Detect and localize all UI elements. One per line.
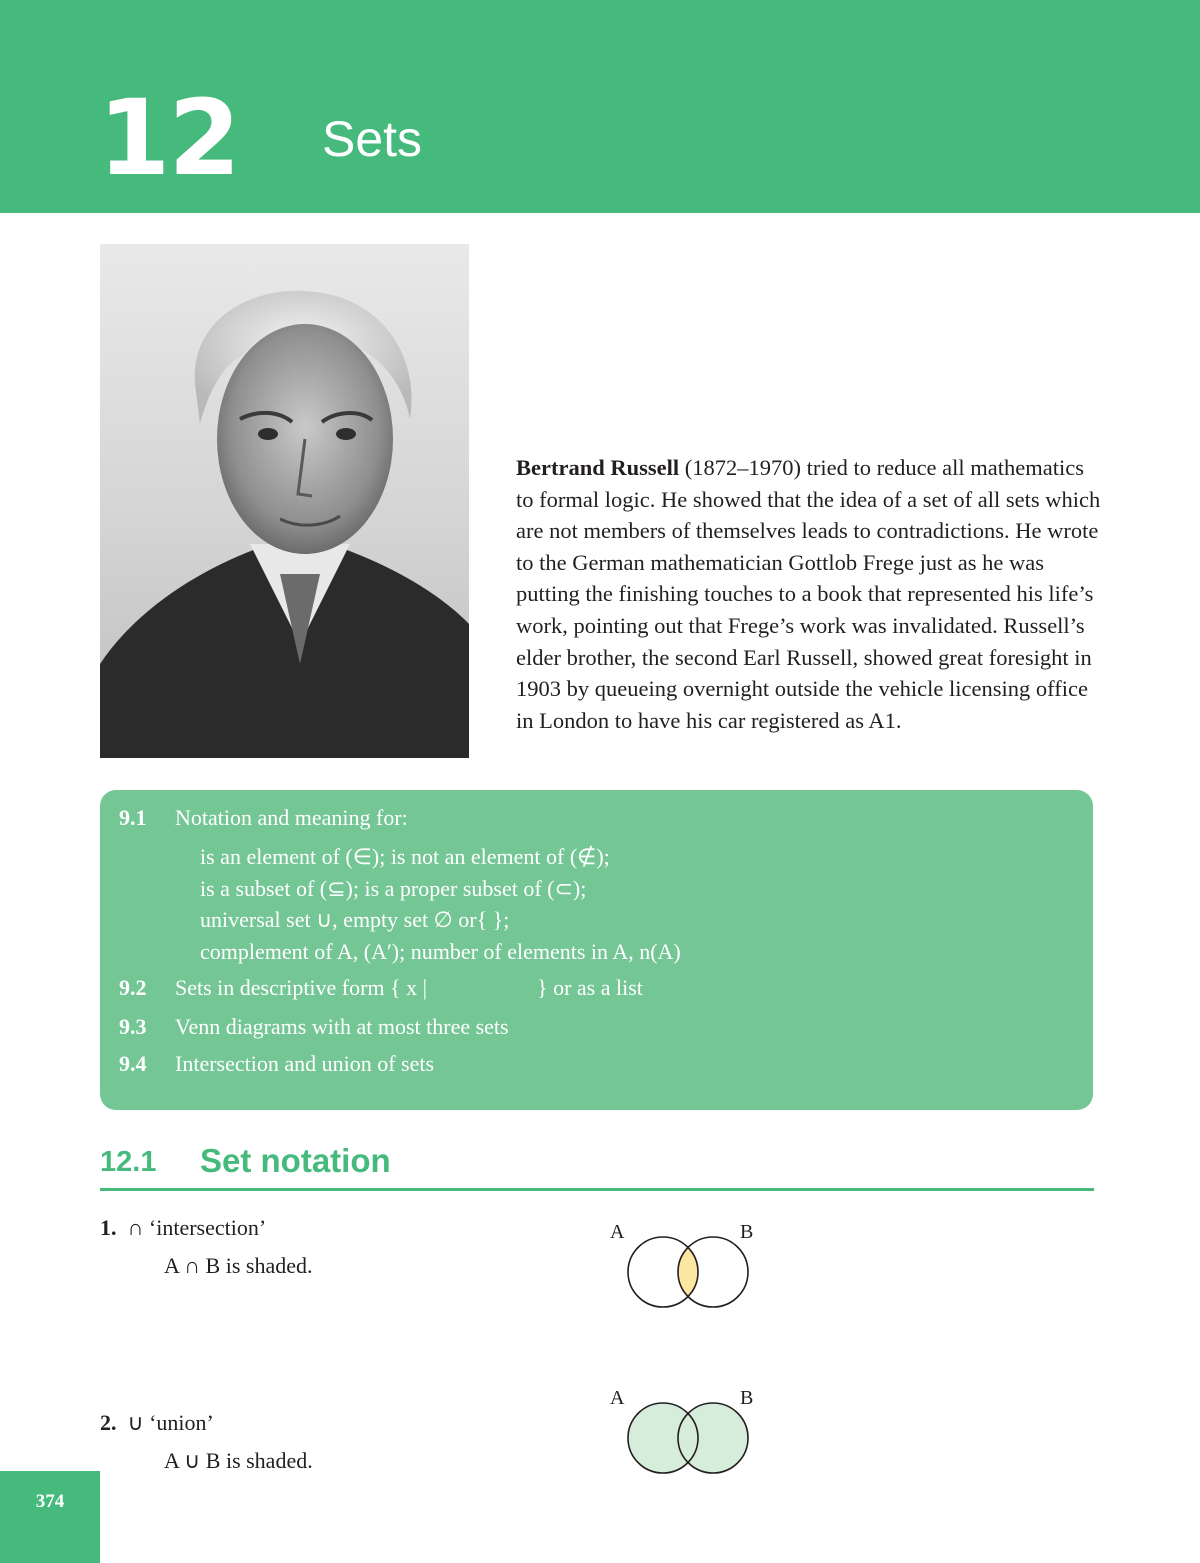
venn-diagram-union bbox=[600, 1376, 770, 1486]
syllabus-item-number: 9.4 bbox=[119, 1051, 147, 1076]
notation-item-number: 2. bbox=[100, 1410, 117, 1435]
portrait-photo bbox=[100, 244, 469, 758]
page-number: 374 bbox=[35, 1491, 65, 1512]
notation-item-number: 1. bbox=[100, 1215, 117, 1240]
bio-name: Bertrand Russell bbox=[516, 455, 680, 480]
notation-item-description: A ∪ B is shaded. bbox=[164, 1448, 313, 1473]
section-number: 12.1 bbox=[100, 1146, 157, 1178]
notation-item-label bbox=[100, 1215, 266, 1241]
chapter-title: Sets bbox=[322, 111, 423, 167]
section-heading bbox=[100, 1138, 1094, 1191]
chapter-header bbox=[0, 0, 1200, 213]
set-b-label: B bbox=[740, 1221, 754, 1243]
set-a-label: A bbox=[610, 1387, 625, 1409]
syllabus-item-number: 9.1 bbox=[119, 805, 147, 830]
syllabus-sub-line: is an element of (∈); is not an element of (∉); bbox=[200, 844, 610, 869]
syllabus-item-text: Intersection and union of sets bbox=[175, 1051, 435, 1076]
syllabus-box bbox=[100, 790, 1093, 1110]
chapter-number: 12 bbox=[98, 77, 239, 199]
syllabus-item-text: Notation and meaning for: bbox=[175, 805, 408, 830]
venn-diagram-intersection bbox=[600, 1210, 770, 1320]
syllabus-sub-line: complement of A, (A′); number of elements in A, n(A) bbox=[200, 939, 681, 964]
set-b-label: B bbox=[740, 1387, 754, 1409]
page-footer bbox=[0, 1471, 100, 1563]
section-title: Set notation bbox=[200, 1142, 391, 1179]
notation-item-label bbox=[100, 1410, 214, 1436]
syllabus-item-text: Venn diagrams with at most three sets bbox=[175, 1014, 509, 1039]
set-a-label: A bbox=[610, 1221, 625, 1243]
notation-item-description: A ∩ B is shaded. bbox=[164, 1253, 313, 1278]
syllabus-item-number: 9.2 bbox=[119, 975, 147, 1000]
syllabus-item-text: Sets in descriptive form { x | } or as a list bbox=[175, 975, 643, 1000]
syllabus-sub-line: universal set ∪, empty set ∅ or{ }; bbox=[200, 907, 510, 932]
notation-item-symbol: ∩ ‘intersection’ bbox=[127, 1215, 267, 1240]
syllabus-sub-line: is a subset of (⊆); is a proper subset of (⊂); bbox=[200, 876, 587, 901]
syllabus-item-number: 9.3 bbox=[119, 1014, 147, 1039]
bio-text: (1872–1970) tried to reduce all mathematics to formal logic. He showed that the idea of a set of all sets which are not members of themselves leads to contradictions. He wrote to the German mathematician Gottlob Frege just as he was putting the finishing touches to a book that represented his life’s work, pointing out that Frege’s work was invalidated. Russell’s elder brother, the second Earl Russell, showed great foresight in 1903 by queueing overnight outside the vehicle licensing office in London to have his car registered as A1. bbox=[516, 455, 1101, 733]
notation-item-symbol: ∪ ‘union’ bbox=[127, 1410, 214, 1435]
bio-paragraph bbox=[516, 452, 1106, 736]
